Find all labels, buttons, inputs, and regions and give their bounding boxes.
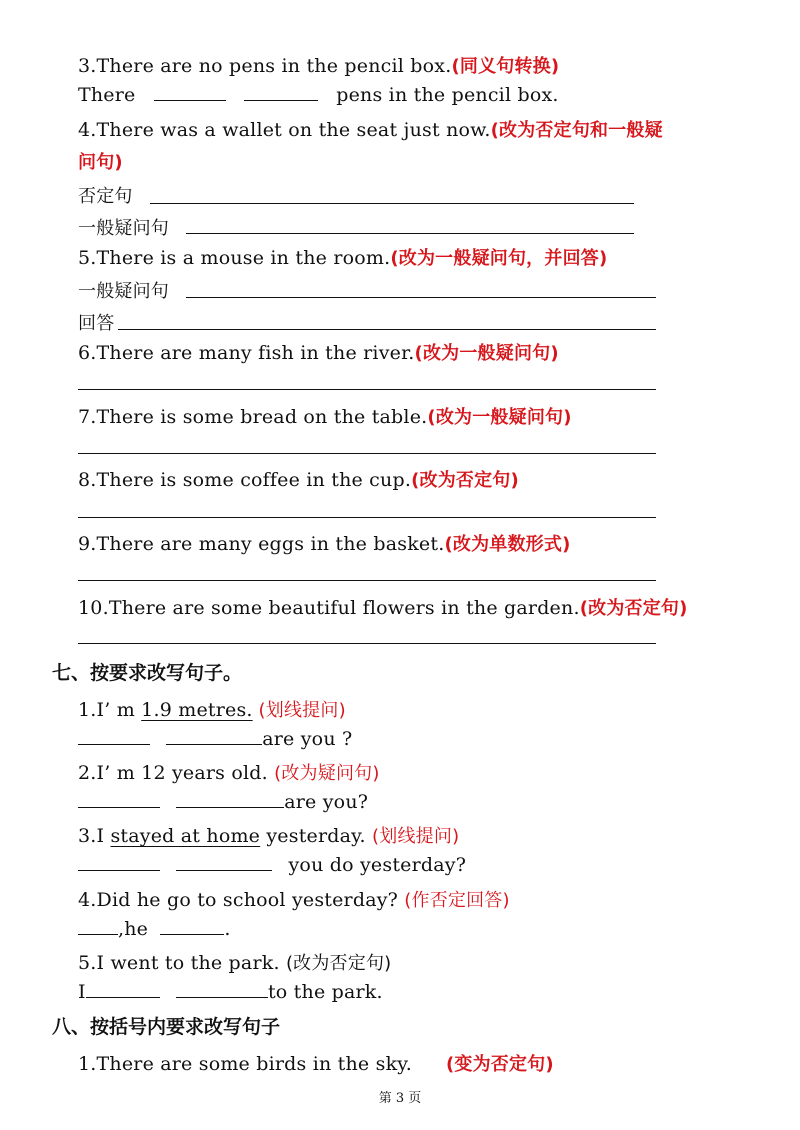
blank[interactable]	[176, 793, 284, 808]
question-9	[78, 530, 571, 556]
answer-line[interactable]	[150, 203, 634, 204]
question-label: 一般疑问句	[78, 281, 169, 302]
blank[interactable]	[78, 793, 160, 808]
answer-prefix: There	[78, 84, 136, 106]
answer-line[interactable]	[78, 517, 656, 518]
section-8-title: 八、按括号内要求改写句子	[52, 1016, 281, 1038]
answer-prefix: I	[78, 981, 86, 1003]
instruction: (作否定回答)	[404, 890, 510, 911]
s7-item-2	[78, 759, 380, 785]
s7-answer-4	[78, 918, 231, 940]
instruction: (改为一般疑问句)	[427, 407, 572, 428]
answer-mid: ,he	[118, 918, 149, 940]
answer-end: .	[224, 918, 231, 940]
s7-answer-2	[78, 791, 368, 813]
s7-item-1	[78, 696, 346, 722]
s7-answer-1	[78, 728, 352, 750]
instruction: (改为否定句)	[285, 953, 392, 974]
blank[interactable]	[154, 86, 226, 101]
blank[interactable]	[86, 983, 160, 998]
blank[interactable]	[78, 730, 150, 745]
answer-suffix: to the park.	[267, 981, 383, 1003]
s7-answer-3	[78, 854, 466, 876]
answer-suffix: you do yesterday?	[288, 854, 467, 876]
answer-line[interactable]	[78, 389, 656, 390]
answer-line-3	[78, 84, 559, 106]
s7-answer-5	[78, 981, 383, 1003]
question-text: 8.There is some coffee in the cup.	[78, 469, 412, 491]
question-3	[78, 52, 559, 78]
answer-line[interactable]	[78, 580, 656, 581]
instruction: (改为一般疑问句)	[414, 343, 559, 364]
instruction: (变为否定句)	[445, 1054, 554, 1075]
answer-suffix: pens in the pencil box.	[336, 84, 559, 106]
page-number: 第 3 页	[378, 1091, 422, 1106]
answer-line[interactable]	[186, 297, 656, 298]
instruction: (同义句转换)	[451, 56, 560, 77]
blank[interactable]	[176, 983, 268, 998]
underlined-part: stayed at home	[110, 825, 261, 847]
s7-item-4	[78, 886, 510, 912]
blank[interactable]	[166, 730, 262, 745]
item-text: 5.I went to the park.	[78, 952, 286, 974]
answer-label: 回答	[78, 313, 115, 334]
section-7-title: 七、按要求改写句子。	[52, 662, 243, 684]
instruction-cont: 问句)	[78, 152, 123, 173]
question-4-cont	[78, 148, 123, 174]
question-text: 6.There are many fish in the river.	[78, 342, 415, 364]
item-text: 1.There are some birds in the sky.	[78, 1053, 412, 1075]
underlined-part: 1.9 metres.	[141, 699, 253, 721]
question-label: 一般疑问句	[78, 218, 169, 239]
instruction: (改为一般疑问句，并回答)	[390, 248, 608, 269]
instruction: (划线提问)	[252, 700, 346, 721]
blank[interactable]	[78, 920, 118, 935]
instruction: (改为单数形式)	[444, 534, 571, 555]
answer-line[interactable]	[78, 453, 656, 454]
blank[interactable]	[176, 856, 272, 871]
question-10	[78, 594, 688, 620]
question-7	[78, 403, 572, 429]
answer-suffix: are you?	[284, 791, 369, 813]
instruction: (划线提问)	[372, 826, 460, 847]
question-text: 4.There was a wallet on the seat just now.	[78, 119, 491, 141]
question-text: 3.There are no pens in the pencil box.	[78, 55, 452, 77]
instruction: (改为否定句和一般疑	[490, 120, 663, 141]
question-text: 10.There are some beautiful flowers in the garden.	[78, 597, 580, 619]
question-text: 5.There is a mouse in the room.	[78, 247, 391, 269]
instruction: (改为否定句)	[579, 598, 688, 619]
instruction: (改为疑问句)	[274, 763, 380, 784]
blank[interactable]	[78, 856, 160, 871]
question-6	[78, 339, 559, 365]
blank[interactable]	[244, 86, 318, 101]
item-text: 2.I’ m 12 years old.	[78, 762, 275, 784]
answer-line[interactable]	[118, 329, 656, 330]
s8-item-1	[78, 1050, 554, 1076]
answer-line[interactable]	[186, 233, 634, 234]
item-text: 1.I’ m	[78, 699, 142, 721]
item-text: 3.I	[78, 825, 111, 847]
negative-label: 否定句	[78, 186, 133, 207]
question-8	[78, 466, 519, 492]
s7-item-5	[78, 949, 391, 975]
item-text: yesterday.	[260, 825, 373, 847]
question-4	[78, 116, 663, 142]
s7-item-3	[78, 822, 459, 848]
answer-suffix: are you ?	[262, 728, 353, 750]
blank[interactable]	[160, 920, 224, 935]
question-5	[78, 244, 607, 270]
instruction: (改为否定句)	[411, 470, 519, 491]
answer-line[interactable]	[78, 643, 656, 644]
item-text: 4.Did he go to school yesterday?	[78, 889, 405, 911]
question-text: 7.There is some bread on the table.	[78, 406, 428, 428]
question-text: 9.There are many eggs in the basket.	[78, 533, 445, 555]
